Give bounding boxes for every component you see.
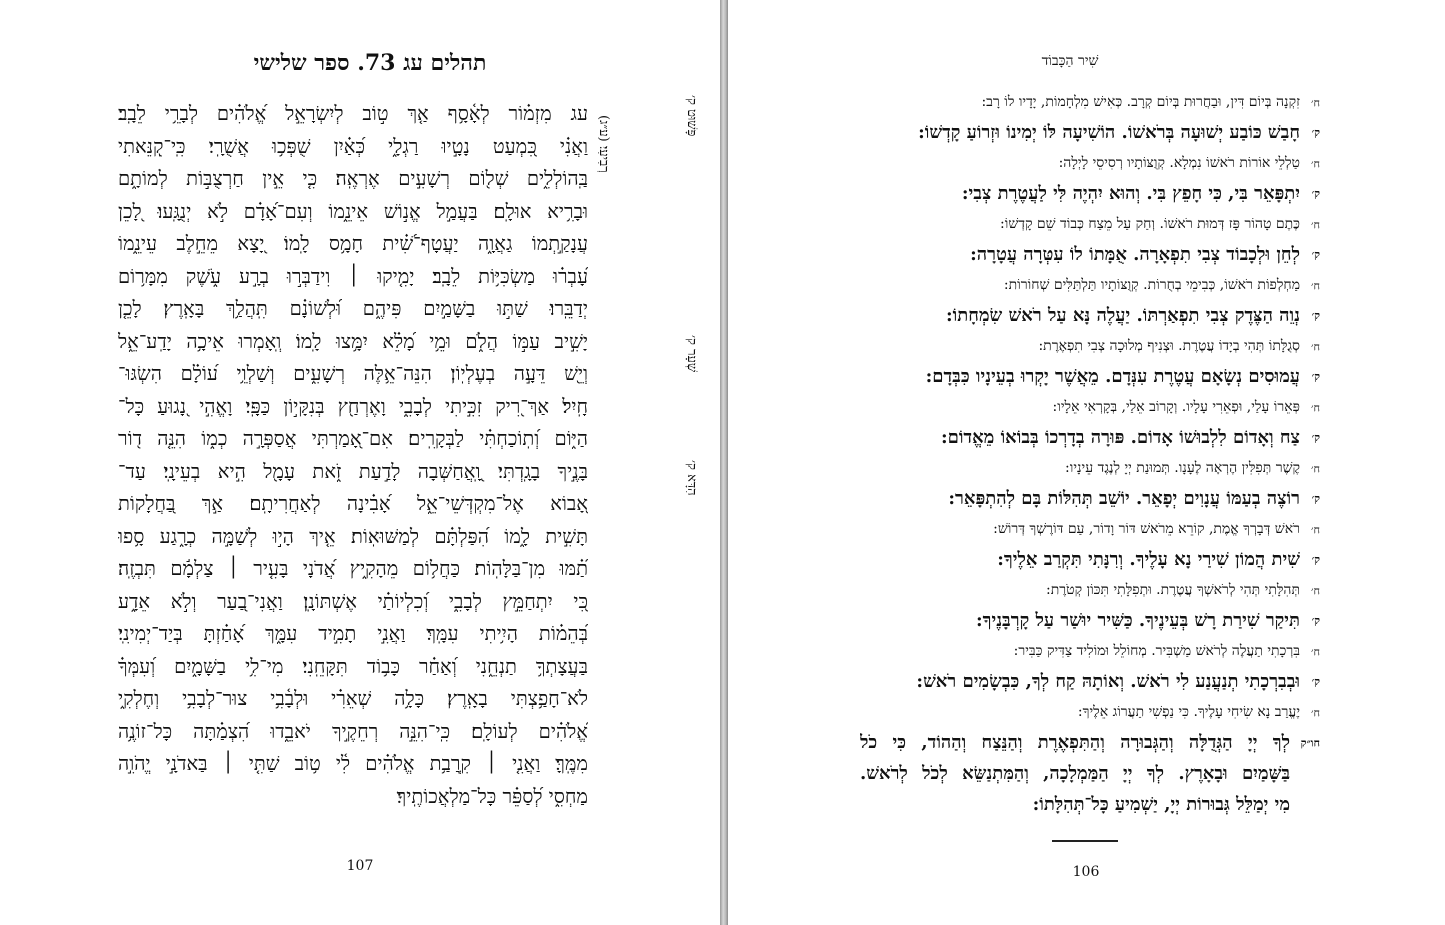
hymn-line-text: נְוֵה הַצֶּדֶק צְבִי תִפְאַרְתּוֹ. יַעֲלֶה נָּא עַל רֹאשׁ שִׂמְחָתוֹ: bbox=[946, 305, 1300, 326]
hymn-line bbox=[860, 422, 1320, 454]
hymn-line bbox=[860, 332, 1320, 361]
psalm-line: בְּ֝הֵמ֗וֹת הָיִ֥יתִי עִמָּֽךְ׃ וַאֲנִ֣י תָמִ֣יד עִמָּ֑ךְ אָ֝חַ֗זְתָּ בְּיַד־יְמִינִֽי׃ bbox=[118, 622, 588, 645]
hymn-line bbox=[860, 666, 1320, 698]
hymn-line-text: מַחְלְפוֹת רֹאשׁוֹ, כְּבִימֵי בְחֻרוֹת. קְוֻצּוֹתָיו תַּלְתַּלִּים שְׁחוֹרוֹת: bbox=[1003, 277, 1300, 293]
hymn-line bbox=[860, 239, 1320, 271]
hymn-line bbox=[860, 117, 1320, 149]
hymn-line bbox=[860, 515, 1320, 544]
reader-marker: ק׳ bbox=[1311, 553, 1320, 566]
hymn-line-text: וּבְבִרְכָתִי תְנַעֲנַע לִי רֹאשׁ. וְאוֹתָהּ קַח לְךָ, כִּבְשָׂמִים רֹאשׁ: bbox=[916, 671, 1300, 692]
hymn-line bbox=[860, 178, 1320, 210]
hymn-line-text: סְגֻלָּתוֹ תְּהִי בְיָדוֹ עֲטֶרֶת. וּצְנִיף מְלוּכָה צְבִי תִפְאֶרֶת: bbox=[1038, 338, 1300, 354]
psalm-line: אֱ֝לֹהִ֗ים לְעוֹלָֽם׃ כִּֽי־הִנֵּ֣ה רְחֵקֶ֣יךָ יֹאבֵ֑דוּ הִ֝צְמַ֗תָּה כָּל־זוֹנֶ֥ה bbox=[118, 719, 588, 743]
reader-marker: ק׳ bbox=[1311, 614, 1320, 627]
psalm-line: יְדַבֵּֽרוּ׃ שַׁתּ֣וּ בַשָּׁמַ֣יִם פִּיהֶ֑ם וּ֝לְשׁוֹנָ֗ם תִּֽהֲלַ֥ךְ בָּאָֽרֶץ׃ לָכֵ֤ן bbox=[118, 297, 588, 320]
psalm-line: בַּֽהוֹלְלִ֑ים שְׁל֖וֹם רְשָׁעִ֣ים אֶרְאֶֽה׃ כִּ֤י אֵ֣ין חַרְצֻבּ֣וֹת לְמוֹתָ֑ם bbox=[118, 167, 588, 190]
hymn-line bbox=[860, 544, 1320, 576]
hymn-line-text: תִּיקַר שִׁירַת רָשׁ בְּעֵינֶיךָ. כַּשִּׁיר יוּשַׁר עַל קָרְבָּנֶיךָ: bbox=[976, 610, 1300, 631]
hymn-line bbox=[860, 727, 1320, 758]
psalm-line: הַיּ֑וֹם וְ֝תֽוֹכַחְתִּ֗י לַבְּקָרִֽים׃ אִם־אָ֭מַרְתִּי אֲסַפְּרָ֣ה כְמ֑וֹ הִנֵּ֤ה ד֖וֹר bbox=[118, 427, 588, 450]
psalm-line: תַ֝֗מּוּ מִן־בַּלָּהֽוֹת׃ כַּחֲל֥וֹם מֵהָקִ֑יץ אֲ֝דֹנָי בָּעִ֤יר ׀ צַלְמָ֬ם תִּבְזֶֽה׃ bbox=[118, 557, 588, 580]
reader-marker: ח׳ bbox=[1310, 401, 1320, 414]
hymn-line bbox=[860, 637, 1320, 666]
hymn-line bbox=[860, 300, 1320, 332]
psalm-line: חָֽיִל׃ אַךְ־רִ֭יק זִכִּ֣יתִי לְבָבִ֑י וָאֶרְחַ֖ץ בְּנִקָּי֣וֹן כַּפָּֽי׃ וָאֱהִ֣י נָ֭גוּעַ כָּל־ bbox=[118, 394, 588, 418]
end-rule bbox=[1052, 840, 1118, 842]
hymn-line-text: שִׁית הֲמוֹן שִׁירַי נָא עָלֶיךָ. וְרִנָּתִי תִּקְרַב אֵלֶיךָ: bbox=[997, 549, 1300, 570]
hymn-line-text: רוֹצֶה בְעַמּוֹ עֲנָוִים יְפָאֵר. יוֹשֵׁב תְּהִלּוֹת בָּם לְהִתְפָּאֵר: bbox=[948, 488, 1300, 509]
hymn-line-text: כֶּתֶם טָהוֹר פָּז דְּמוּת רֹאשׁוֹ. וְחַק עַל מֵצַח כְּבוֹד שֵׁם קָדְשׁוֹ: bbox=[1000, 216, 1300, 232]
psalm-line: בָּנֶ֣יךָ בָגָֽדְתִּי׃ וָֽ֭אֲחַשְּׁבָה לָדַ֣עַת זֹ֑את עָמָ֖ל הִ֣יא בְעֵינָֽי׃ עַד־ bbox=[118, 459, 588, 483]
psalm-line: אָ֭בוֹא אֶל־מִקְדְּשֵׁי־אֵ֑ל אָ֝בִ֗ינָה לְאַחֲרִיתָֽם׃ אַ֣ךְ בַּ֭חֲלָקוֹת bbox=[118, 492, 588, 515]
reader-marker: ח׳ bbox=[1310, 706, 1320, 719]
hymn-line-text: טַלְלֵי אוֹרוֹת רֹאשׁוֹ נִמְלָא. קְוֻצּוֹתָיו רְסִיסֵי לָיְלָה: bbox=[1058, 155, 1300, 171]
hymn-line bbox=[860, 789, 1320, 820]
psalm-line: עֲנָקַ֣תְמוֹ גַאֲוָ֑ה יַעֲטָף־שִׁ֝֗ית חָמָ֥ס לָֽמוֹ׃ יָ֭צָא מֵחֵ֣לֶב עֵינֵ֑מוֹ bbox=[118, 232, 588, 255]
margin-note: פָּשׁוּט ק׳ bbox=[684, 95, 699, 137]
reader-marker: ח׳ bbox=[1310, 96, 1320, 109]
hymn-line-text: תְּהִלָּתִי תְּהִי לְרֹאשְׁךָ עֲטֶרֶת. וּתְפִלָּתִי תִּכּוֹן קְטֹרֶת: bbox=[1046, 582, 1300, 598]
hymn-line-text: בַּשָּׁמַיִם וּבָאָרֶץ. לְךָ יְיָ הַמַּמְלָכָה, וְהַמִּתְנַשֵּׂא לְכֹל לְרֹאשׁ. bbox=[860, 763, 1290, 784]
page-number: 107 bbox=[346, 858, 374, 874]
reader-marker: ק׳ bbox=[1311, 309, 1320, 322]
hymn-line bbox=[860, 271, 1320, 300]
hymn-line bbox=[860, 149, 1320, 178]
reader-marker: ח׳ bbox=[1310, 218, 1320, 231]
hymn-text bbox=[860, 88, 1320, 820]
psalm-line: וְיֵ֖שׁ דֵּעָ֣ה בְעֶלְיֽוֹן׃ הִנֵּה־אֵ֥לֶּה רְשָׁעִ֑ים וְשַׁלְוֵ֥י ע֝וֹלָ֗ם הִשְׂגּוּ־ bbox=[118, 362, 588, 385]
psalm-line: וּבָרִ֥יא אוּלָֽם׃ בַּעֲמַ֣ל אֱנ֣וֹשׁ אֵינֵ֑מוֹ וְעִם־אָ֝דָ֗ם לֹ֣א יְנֻגָּֽעוּ׃ לָ֭כֵן bbox=[118, 199, 588, 223]
reader-marker: חו״ק bbox=[1300, 736, 1320, 749]
reader-marker: ק׳ bbox=[1311, 370, 1320, 383]
page-title: תהלים עג 73. ספר שלישי bbox=[253, 50, 487, 76]
psalm-line: עָ֝בְר֗וּ מַשְׂכִּיּ֥וֹת לֵבָֽב׃ יָמִ֤יקוּ ׀ וִידַבְּר֣וּ בְרָ֣ע עֹ֑שֶׁק מִמָּר֥וֹם bbox=[118, 264, 588, 288]
reader-marker: ח׳ bbox=[1310, 462, 1320, 475]
psalm-line: בַּעֲצָתְךָ֥ תַנְחֵ֑נִי וְ֝אַחַ֗ר כָּב֥וֹד תִּקָּחֵֽנִי׃ מִי־לִ֥י בַשָּׁמָ֑יִם וְ֝עִמְּךָ֗ bbox=[118, 654, 588, 678]
hymn-line-text: עֲמוּסִים נְשָׂאָם עֲטֶרֶת עִנְּדָם. מֵאֲשֶׁר יָקְרוּ בְעֵינָיו כִּבְּדָם: bbox=[925, 366, 1300, 387]
hymn-line bbox=[860, 210, 1320, 239]
running-header: שִׁיר הַכָּבוֹד bbox=[1041, 53, 1099, 69]
psalm-line: עג מִזְמ֗וֹר לְאָ֫סָ֥ף אַ֤ךְ ט֣וֹב לְיִשְׂרָאֵ֣ל אֱ֝לֹהִ֗ים לְבָרֵ֥י לֵבָֽב׃ bbox=[118, 102, 588, 125]
hymn-line bbox=[860, 576, 1320, 605]
hymn-line-text: יִתְפָּאֵר בִּי, כִּי חָפֵץ בִּי. וְהוּא יִהְיֶה לִּי לַעֲטֶרֶת צְבִי: bbox=[961, 183, 1300, 204]
reader-marker: ק׳ bbox=[1311, 492, 1320, 505]
hymn-line-text: רֹאשׁ דְּבָרְךָ אֱמֶת, קוֹרֵא מֵרֹאשׁ דּוֹר וָדוֹר, עַם דּוֹרֶשְׁךָ דְּרוֹשׁ: bbox=[993, 521, 1300, 537]
reader-marker: ח׳ bbox=[1310, 645, 1320, 658]
hymn-line-text: קֶשֶׁר תְּפִלִּין הֶרְאָה לֶעָנָו. תְּמוּנַת יְיָ לְנֶגֶד עֵינָיו: bbox=[1065, 460, 1300, 476]
psalm-line: תָּשִׁ֣ית לָ֑מוֹ הִ֝פַּלְתָּ֗ם לְמַשּׁוּאֽוֹת׃ אֵ֤יךְ הָי֣וּ לְשַׁמָּ֣ה כְרָ֑גַע סָ֥פוּ bbox=[118, 524, 588, 548]
reader-marker: ק׳ bbox=[1311, 431, 1320, 444]
hymn-line-text: מִי יְמַלֵּל גְּבוּרוֹת יְיָ, יַשְׁמִיעַ כָּל־תְּהִלָּתוֹ: bbox=[1032, 794, 1290, 815]
psalm-text bbox=[118, 98, 588, 813]
reader-marker: ח׳ bbox=[1310, 279, 1320, 292]
margin-note: שְׁעָר ק׳ bbox=[684, 335, 699, 373]
psalm-line: מִמֶּֽךָּ׃ וַאֲנִ֤י ׀ קִֽרֲבַ֥ת אֱלֹהִ֗ים לִ֫י ט֥וֹב שַׁתִּ֤י ׀ בַּאדֹנָ֣י יֱהֹוִ֣ה bbox=[118, 752, 588, 775]
hymn-line-text: בִּרְכָתִי תַעֲלֶה לְרֹאשׁ מַשְׁבִּיר. מְחוֹלֵל וּמוֹלִיד צַדִּיק כַּבִּיר: bbox=[1013, 643, 1300, 659]
reader-marker: ח׳ bbox=[1310, 584, 1320, 597]
hymn-line bbox=[860, 758, 1320, 789]
hymn-line-text: צַח וְאָדוֹם לִלְבוּשׁוֹ אָדוֹם. פּוּרָה בְדָרְכוֹ בְּבוֹאוֹ מֵאֱדוֹם: bbox=[940, 427, 1300, 448]
hymn-line-text: לְךָ יְיָ הַגְּדֻלָּה וְהַגְּבוּרָה וְהַתִּפְאֶרֶת וְהַנֵּצַח וְהַהוֹד, כִּי כֹל bbox=[860, 732, 1290, 753]
hymn-line-text: זִקְנָה בְּיוֹם דִּין, וּבַחֲרוּת בְּיוֹם קְרָב. כְּאִישׁ מִלְחָמוֹת, יָדָיו לוֹ רָב: bbox=[981, 94, 1300, 110]
margin-note: הִדָּא ק׳ bbox=[684, 460, 699, 496]
reader-marker: ק׳ bbox=[1311, 248, 1320, 261]
hymn-line bbox=[860, 88, 1320, 117]
hymn-line-text: לְחֵן וּלְכָבוֹד צְבִי תִפְאָרָה. אֻמָּתוֹ לוֹ עִטְּרָה עֲטָרָה: bbox=[970, 244, 1300, 265]
hymn-line bbox=[860, 605, 1320, 637]
psalm-line: וַאֲנִ֗י כִּ֭מְעַט נָטָ֣יוּ רַגְלָ֑י כְּ֝אַ֗יִן שֻׁפְּכ֥וּ אֲשֻׁרָֽי׃ כִּֽי־קִ֭נֵּאתִי bbox=[118, 134, 588, 158]
hymn-line-text: יֶעֱרַב נָא שִׂיחִי עָלֶיךָ. כִּי נַפְשִׁי תַעֲרוֹג אֵלֶיךָ: bbox=[1077, 704, 1300, 720]
left-page bbox=[0, 0, 720, 925]
psalm-line: יָשִׁ֣יב עַמּ֣וֹ הֲלֹ֑ם וּמֵ֥י מָ֝לֵ֗א יִמָּ֥צוּ לָֽמוֹ׃ וְֽאָמְרוּ אֵיכָ֥ה יָדַֽע־אֵ֑ל bbox=[118, 329, 588, 353]
reader-marker: ק׳ bbox=[1311, 126, 1320, 139]
hymn-line bbox=[860, 393, 1320, 422]
reader-marker: ק׳ bbox=[1311, 675, 1320, 688]
hymn-line bbox=[860, 361, 1320, 393]
page-number: 106 bbox=[1072, 864, 1100, 880]
book-gutter bbox=[720, 0, 728, 925]
hymn-line bbox=[860, 698, 1320, 727]
psalm-line: לֹא־חָפַ֥צְתִּי בָאָֽרֶץ׃ כָּלָ֥ה שְׁאֵרִ֗י וּלְבָ֫בִ֥י צוּר־לְבָבִ֥י וְחֶלְקִ֑י bbox=[118, 687, 588, 710]
reader-marker: ח׳ bbox=[1310, 157, 1320, 170]
reader-marker: ח׳ bbox=[1310, 340, 1320, 353]
hymn-line-text: חָבַשׁ כּוֹבַע יְשׁוּעָה בְּרֹאשׁוֹ. הוֹשִׁיעָה לּוֹ יְמִינוֹ וּזְרוֹעַ קָדְשׁוֹ: bbox=[918, 122, 1300, 143]
psalm-line: כִּ֭י יִתְחַמֵּ֣ץ לְבָבִ֑י וְ֝כִלְיוֹתַ֗י אֶשְׁתּוֹנָֽן׃ וַאֲנִי־בַ֭עַר וְלֹ֣א אֵדָ֑ע bbox=[118, 589, 588, 613]
reader-marker: ח׳ bbox=[1310, 523, 1320, 536]
reader-marker: ק׳ bbox=[1311, 187, 1320, 200]
hymn-line-text: פְּאֵרוֹ עָלַי, וּפְאֵרִי עָלָיו. וְקָרוֹב אֵלַי, בְּקָרְאִי אֵלָיו: bbox=[1052, 399, 1300, 415]
psalm-line: מַחְסִ֑י לְ֝סַפֵּ֗ר כָּל־מַלְאֲכוֹתֶֽיךָ׃ bbox=[396, 784, 588, 808]
hymn-line bbox=[860, 454, 1320, 483]
hymn-line bbox=[860, 483, 1320, 515]
margin-note: רְבִיעִי׃ (ע״ג) bbox=[596, 115, 611, 173]
